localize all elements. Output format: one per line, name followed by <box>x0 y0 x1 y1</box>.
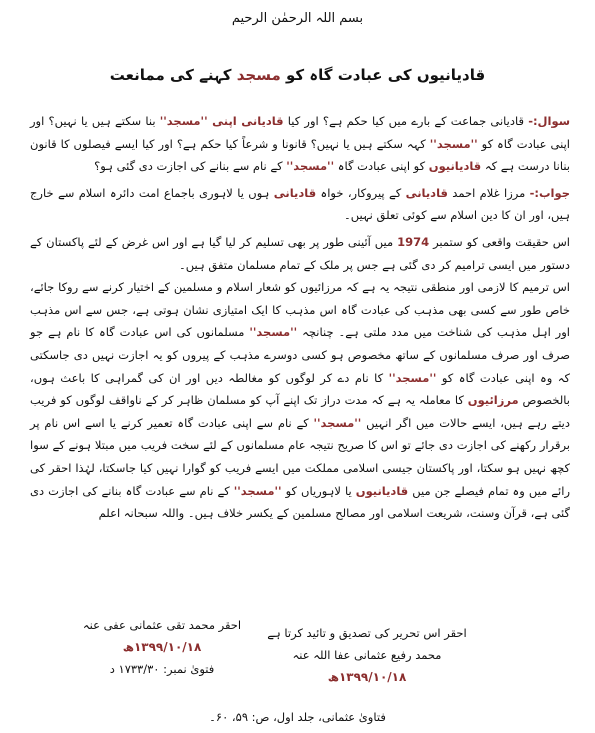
fatwa-number: فتویٰ نمبر: ۱۷۳۳/۳۰ د <box>109 662 215 676</box>
question-text: بنا سکتے ہیں یا نہیں؟ اور اپنی عبادت گاہ کو <box>30 114 570 151</box>
ruling-text: کا معاملہ یہ ہے کہ مدت دراز تک اپنے آپ کو مسلمان ظاہر کر کے ناواقف لوگوں کو فریب دیتے رہے ہیں، ایسے حالات میں اگر انہیں <box>30 393 570 430</box>
ruling-text: کا نام دے کر لوگوں کو مغالطہ دیں اور ان کی گمراہی کا باعث ہوں، بالخصوص <box>30 370 571 408</box>
amendment-paragraph <box>30 231 570 276</box>
signature-date: ۱۳۹۹/۱۰/۱۸ھ <box>327 670 407 684</box>
ruling-highlight: ''مسجد'' <box>388 370 437 385</box>
question-text: کو اپنی عبادت گاہ <box>334 159 429 174</box>
source-reference: فتاویٰ عثمانی، جلد اول، ص: ۵۹، ۶۰۔ <box>209 710 386 724</box>
question-highlight: قادیانیوں <box>428 159 482 174</box>
answer-text: مرزا غلام احمد <box>447 185 530 200</box>
question-text: کہہ سکتے ہیں یا نہیں؟ قانونا و شرعاً کیا حکم ہے؟ اور کیا ایسے فیصلوں کا قانون بنانا درست ہے کہ <box>30 136 570 174</box>
endorsement-text: احقر اس تحریر کی تصدیق و تائید کرتا ہے <box>267 626 467 640</box>
ruling-highlight: قادیانیوں <box>355 483 409 498</box>
answer-highlight: قادیانی <box>273 185 317 200</box>
signature-date: ۱۳۹۹/۱۰/۱۸ھ <box>122 640 202 654</box>
question-paragraph <box>30 110 570 178</box>
ruling-highlight: ''مسجد'' <box>233 483 282 498</box>
question-text: قادیانی جماعت کے بارے میں کیا حکم ہے؟ اور کیا <box>283 114 529 128</box>
amendment-text: اس حقیقت واقعی کو ستمبر <box>429 234 570 249</box>
signature-block-taqi <box>62 614 262 680</box>
basmala: بسم اللہ الرحمٰن الرحیم <box>231 11 364 26</box>
amendment-year: 1974 <box>397 234 430 249</box>
signatory-name: احقر محمد تقی عثمانی عفی عنہ <box>82 618 242 632</box>
ruling-paragraph <box>30 276 570 525</box>
fatwa-body <box>30 110 570 525</box>
ruling-text: اس ترمیم کا لازمی اور منطقی نتیجہ یہ ہے کہ مرزائیوں کو شعار اسلام و مسلمین کے اختیار کرنے سے روکا جائے، خاص طور سے کسی بھی مذہب کی عبادت گاہ اس مذہب کا ایک امتیازی نشان ہوتی ہے، جس سے اس مذہب اور اہل مذہب کی شناخت میں مدد ملتی ہے۔ چنانچہ <box>30 280 570 340</box>
ruling-highlight: مرزائیوں <box>467 393 519 408</box>
page-title <box>0 64 595 86</box>
ruling-text: کے نام سے عبادت گاہ بنانے کی اجازت دی گئی ہے، قرآن وسنت، شریعت اسلامی اور مصالح مسلمین کے یکسر خلاف ہیں۔ واللہ سبحانہ اعلم <box>30 483 570 521</box>
signature-block-rafi <box>257 622 477 688</box>
question-text: کے نام سے بنانے کی اجازت دی گئی ہو؟ <box>94 159 287 174</box>
title-part-1: قادیانیوں کی عبادت گاہ کو <box>280 66 486 84</box>
signatory-name: محمد رفیع عثمانی عفا اللہ عنہ <box>292 648 442 662</box>
ruling-text: کے نام سے اپنی عبادت گاہ تعمیر کرنے یا اسے اس نام پر برقرار رکھنے کی اجازت دی جائے تو اس کا صریح نتیجہ عام مسلمانوں کے لئے سخت فریب میں مبتلا ہونے کے سوا کچھ نہیں ہو سکتا، اور پاکستان جیسی اسلامی مملکت میں ایسے فریب کو گوارا نہیں کیا جاسکتا، لہٰذا احقر کی رائے میں وہ تمام فیصلے جن میں <box>30 415 570 498</box>
title-highlight: مسجد <box>236 66 281 84</box>
answer-text: ہوں یا لاہوری باجماع امت دائرہ اسلام سے خارج ہیں، اور ان کا دین اسلام سے کوئی تعلق نہیں۔ <box>30 185 570 223</box>
answer-label: جواب:- <box>529 185 570 200</box>
question-highlight: ''مسجد'' <box>429 136 478 151</box>
question-highlight: ''مسجد'' <box>286 159 335 174</box>
answer-text: کے پیروکار، خواہ <box>316 185 406 200</box>
ruling-highlight: ''مسجد'' <box>313 415 362 430</box>
answer-highlight: قادیانی <box>405 185 448 200</box>
title-part-2: کہنے کی ممانعت <box>109 66 237 84</box>
question-highlight: قادیانی اپنی ''مسجد'' <box>159 114 284 128</box>
amendment-text: میں آئینی طور پر بھی تسلیم کر لیا گیا ہے اور اس غرض کے لئے پاکستان کے دستور میں ایسی ترامیم کر دی گئی ہے جس پر ملک کے تمام مسلمان متفق ہیں۔ <box>30 234 570 272</box>
ruling-highlight: ''مسجد'' <box>249 325 298 340</box>
ruling-text: یا لاہوریاں کو <box>281 483 356 498</box>
ruling-text: مسلمانوں کی اس عبادت گاہ کا نام ہے جو صرف اور صرف مسلمانوں کے ساتھ مخصوص ہو کسی دوسرے مذہب کے پیروں کو یہ اجازت نہیں دی جاسکتی کہ وہ اپنی عبادت گاہ کو <box>30 325 570 385</box>
answer-paragraph <box>30 182 570 227</box>
question-label: سوال:- <box>528 114 570 128</box>
